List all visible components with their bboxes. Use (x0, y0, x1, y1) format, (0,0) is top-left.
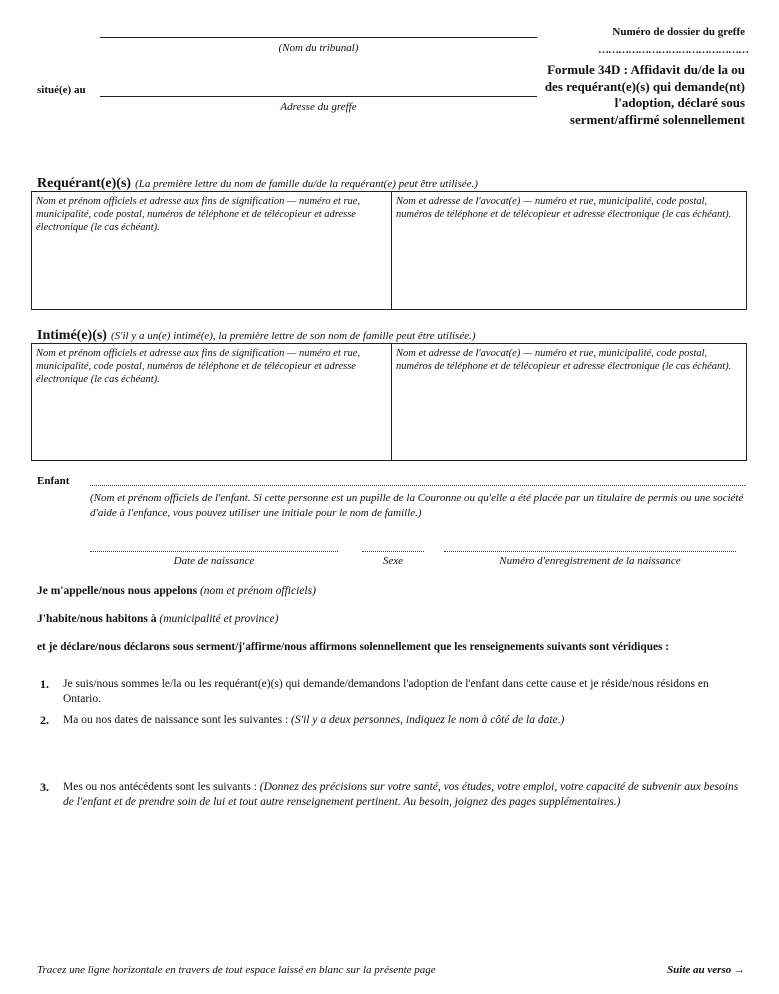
respondents-heading: Intimé(e)(s) (37, 328, 107, 343)
item-2-hint: (S'il y a deux personnes, indiquez le nom à côté de la date.) (291, 714, 565, 726)
residence-label: J'habite/nous habitons à (37, 613, 157, 625)
sex-line[interactable] (362, 551, 424, 552)
item-2-number: 2. (40, 713, 49, 727)
birth-date-line[interactable] (90, 551, 338, 552)
birth-registration-label: Numéro d'enregistrement de la naissance (499, 555, 681, 567)
court-name-label: (Nom du tribunal) (278, 42, 359, 54)
file-number-label: Numéro de dossier du greffe (612, 26, 745, 38)
item-1-body: Je suis/nous sommes le/la ou les requérant(e)(s) qui demande/demandons l'adoption de l'enfant dans cette cause et je réside/nous résidons en Ontario. (63, 678, 709, 705)
name-row (37, 585, 316, 597)
name-hint: (nom et prénom officiels) (199, 585, 316, 597)
item-1-text (63, 677, 743, 707)
item-2-body: Ma ou nos dates de naissance sont les suivantes : (63, 714, 289, 726)
applicant-info-cell[interactable]: Nom et prénom officiels et adresse aux fins de signification — numéro et rue, municipalité, code postal, numéros de téléphone et de télécopieur et adresse électronique (le cas échéant). (32, 192, 392, 309)
court-name-line[interactable] (100, 37, 537, 38)
applicants-heading-row (37, 174, 757, 192)
item-1-number: 1. (40, 677, 49, 691)
applicant-lawyer-cell[interactable]: Nom et adresse de l'avocat(e) — numéro et rue, municipalité, code postal, numéros de téléphone et de télécopieur et adresse électronique (le cas échéant). (396, 196, 732, 220)
name-label: Je m'appelle/nous nous appelons (37, 585, 198, 597)
item-3-text (63, 780, 743, 810)
sex-label: Sexe (382, 555, 404, 567)
respondent-info-cell[interactable]: Nom et prénom officiels et adresse aux fins de signification — numéro et rue, municipalité, code postal, numéros de téléphone et de télécopieur et adresse électronique (le cas échéant). (32, 344, 392, 460)
child-note: (Nom et prénom officiels de l'enfant. Si cette personne est un pupille de la Couronne ou qu'elle a été placée par un titulaire de permis ou une société d'aide à l'enfance, vous pouvez utiliser une initiale pour le nom de famille.) (90, 492, 744, 519)
respondents-table (31, 343, 747, 461)
item-2-text (63, 713, 743, 728)
item-3-body: Mes ou nos antécédents sont les suivants : (63, 781, 257, 793)
oath-statement: et je déclare/nous déclarons sous serment/j'affirme/nous affirmons solennellement que les renseignements suivants sont véridiques : (37, 641, 669, 653)
registry-address-label: Adresse du greffe (280, 101, 357, 113)
birth-date-label: Date de naissance (173, 555, 255, 567)
blank-space-note: Tracez une ligne horizontale en travers de tout espace laissé en blanc sur la présente page (37, 964, 436, 976)
respondents-heading-row (37, 326, 757, 344)
residence-hint: (municipalité et province) (159, 613, 279, 625)
located-at-label: situé(e) au (37, 84, 86, 96)
item-3-number: 3. (40, 780, 49, 794)
applicants-table (31, 191, 747, 310)
respondents-note: (S'il y a un(e) intimé(e), la première lettre de son nom de famille peut être utilisée.) (110, 330, 476, 342)
continued-label: Suite au verso → (667, 964, 745, 976)
form-title: Formule 34D : Affidavit du/de la ou des requérant(e)(s) qui demande(nt) l'adoption, déclaré sous serment/affirmé solennellement (544, 62, 745, 127)
file-number-field[interactable]: ……………………………………… (598, 44, 748, 56)
birth-registration-line[interactable] (444, 551, 736, 552)
residence-row (37, 613, 278, 625)
respondent-lawyer-cell[interactable]: Nom et adresse de l'avocat(e) — numéro et rue, municipalité, code postal, numéros de téléphone et de télécopieur et adresse électronique (le cas échéant). (396, 348, 732, 372)
child-name-line[interactable] (90, 485, 745, 486)
applicants-heading: Requérant(e)(s) (37, 176, 132, 191)
child-label: Enfant (37, 475, 70, 487)
applicants-note: (La première lettre du nom de famille du/de la requérant(e) peut être utilisée.) (135, 178, 478, 190)
registry-address-line[interactable] (100, 96, 537, 97)
item-3-hint: (Donnez des précisions sur votre santé, vos études, votre emploi, votre capacité de subvenir aux besoins de l'enfant et de prendre soin de lui et tout autre renseignement pertinent. Au besoin, joignez des pages supplémentaires.) (63, 781, 739, 808)
